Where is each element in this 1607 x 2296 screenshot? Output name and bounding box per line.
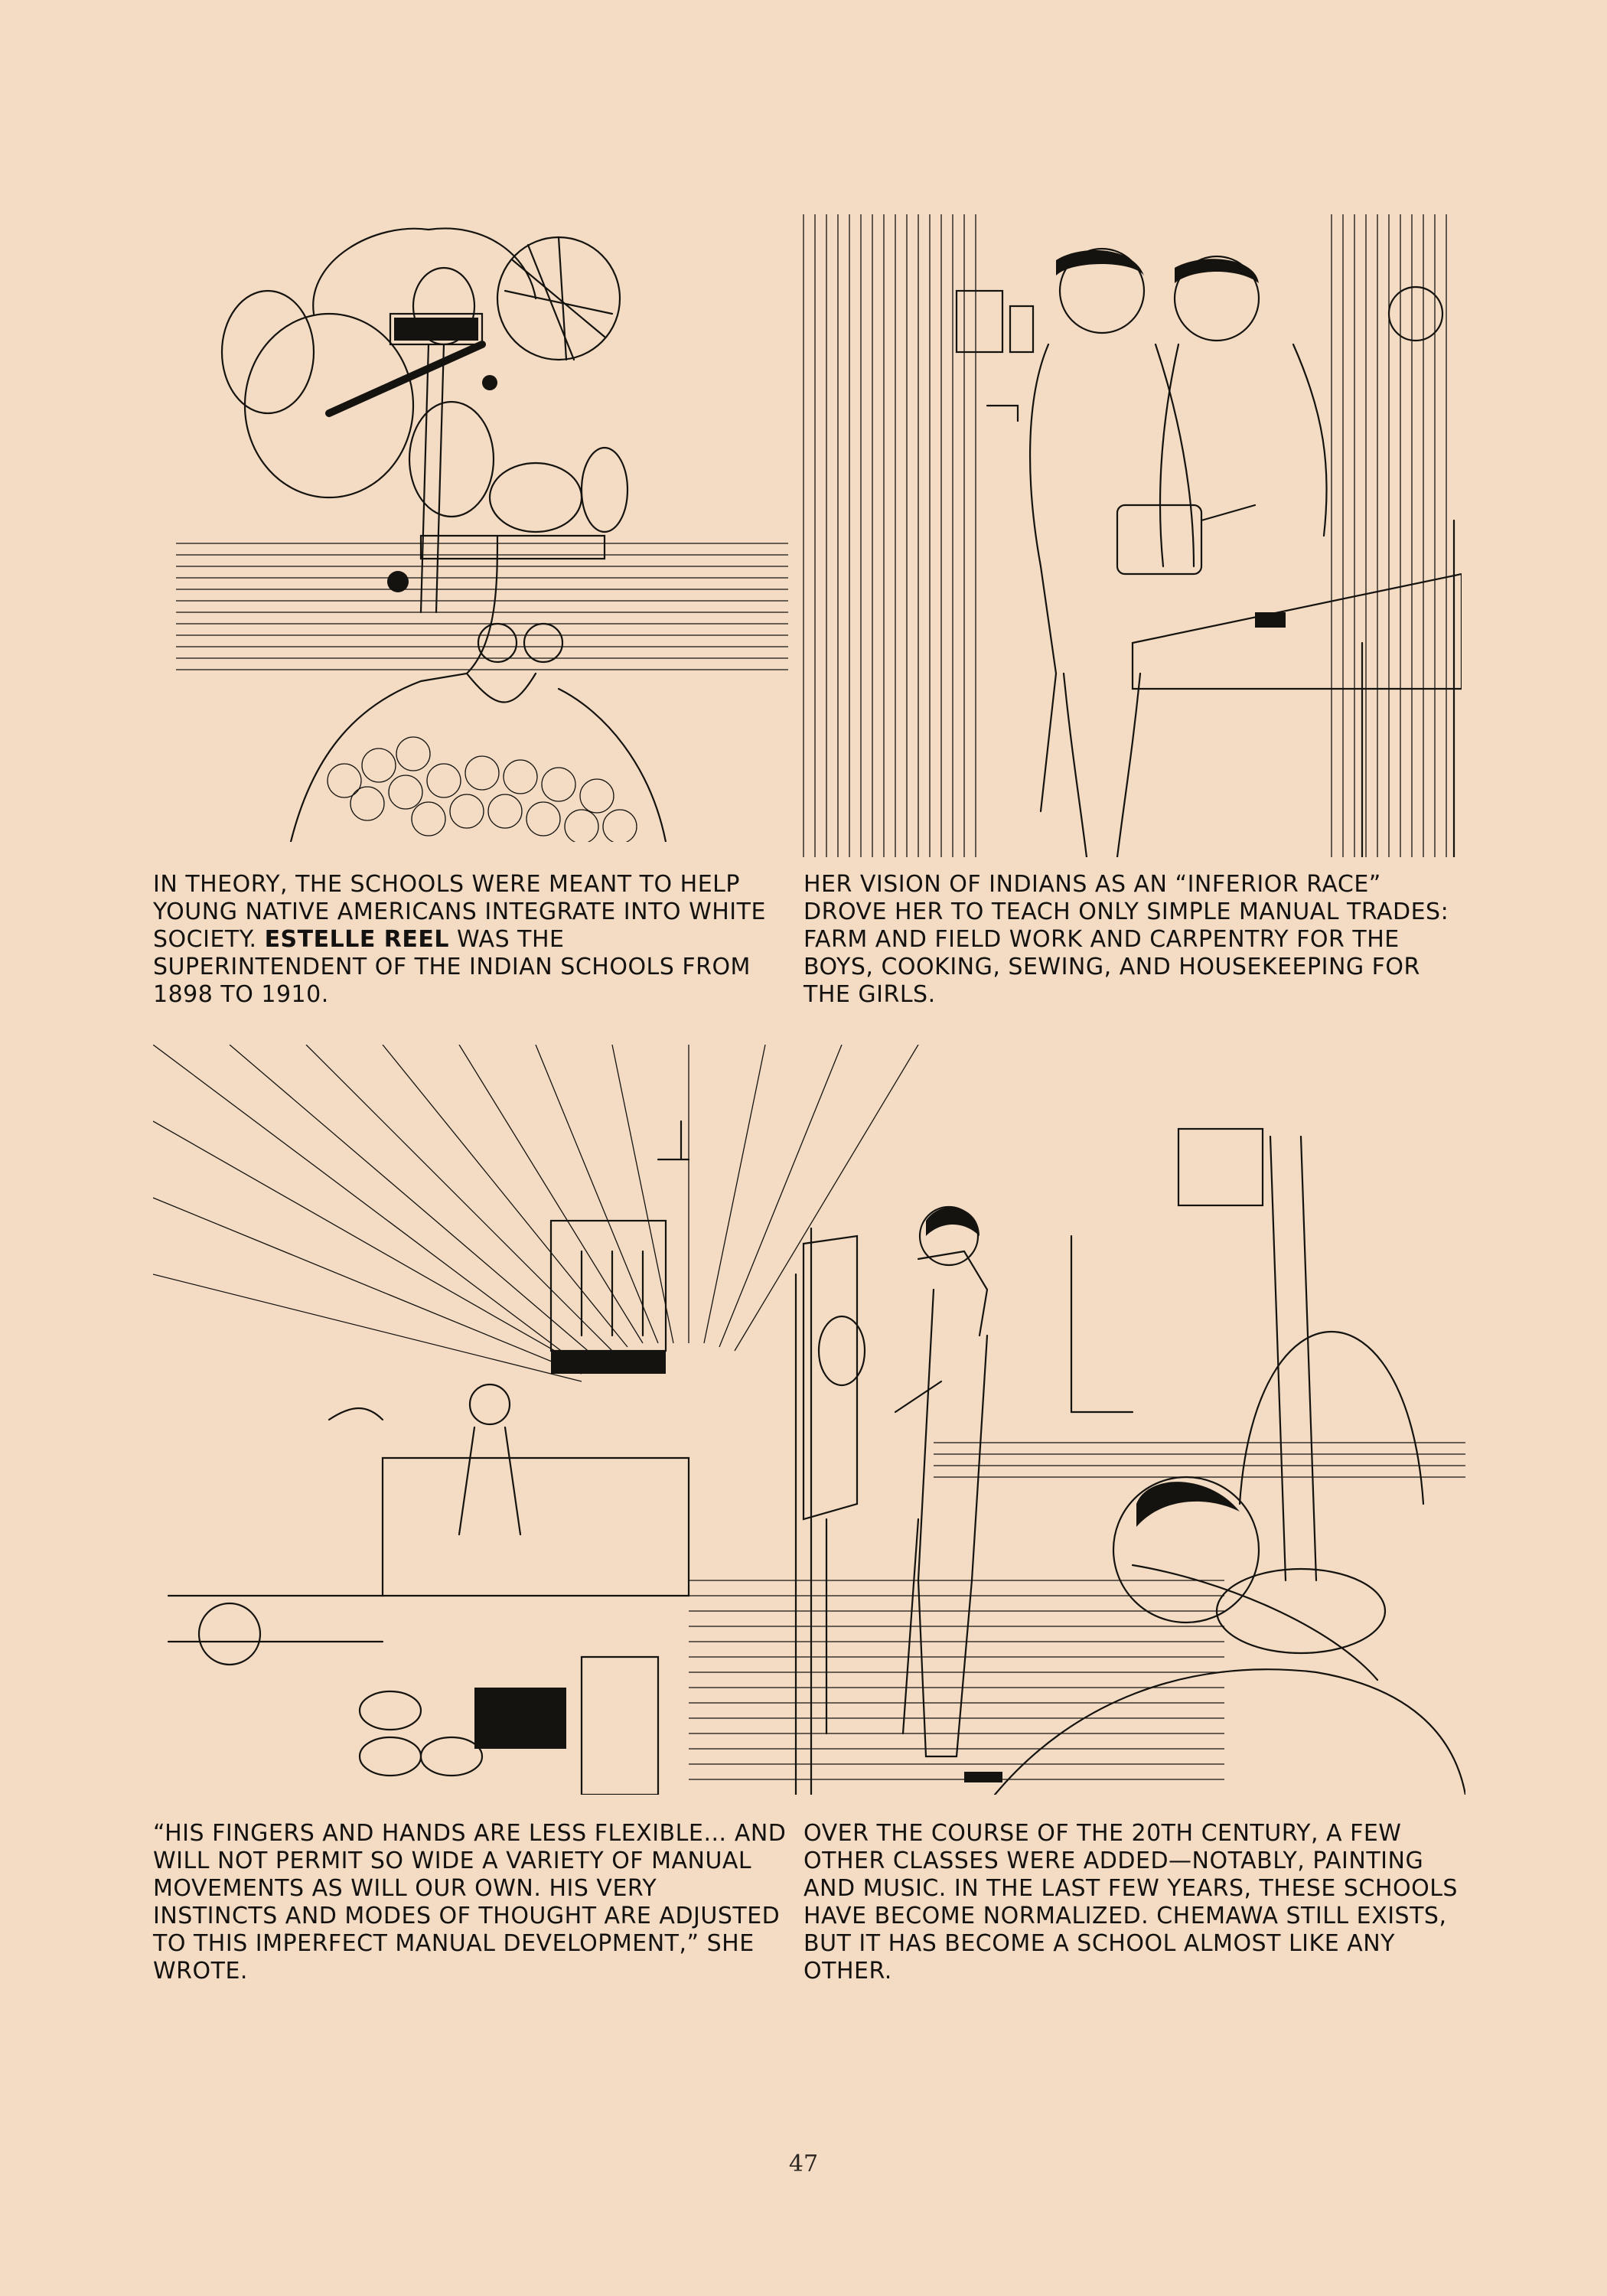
panel-kitchen-drawing — [796, 214, 1462, 857]
caption-estelle-reel — [153, 871, 773, 1009]
caption-inferior-race: HER VISION OF INDIANS AS AN “INFERIOR RACE” DROVE HER TO TEACH ONLY SIMPLE MANUAL TRADES: FARM AND FIELD WORK AND CARPENTRY FOR THE BOYS, COOKING, SEWING, AND HOUSEKEEPING FOR THE GIRLS. — [804, 871, 1449, 1008]
caption-chemawa: OVER THE COURSE OF THE 20TH CENTURY, A FEW OTHER CLASSES WERE ADDED—NOTABLY, PAINTING AND MUSIC. IN THE LAST FEW YEARS, THESE SCHOOLS HAVE BECOME NORMALIZED. CHEMAWA STILL EXISTS, BUT IT HAS BECOME A SCHOOL ALMOST LIKE ANY OTHER. — [804, 1820, 1458, 1985]
caption-estelle-reel-text-a: IN THEORY, THE SCHOOLS WERE MEANT TO HELP YOUNG NATIVE AMERICANS INTEGRATE INTO WHITE SOCIETY. — [153, 871, 766, 953]
page-number: 47 — [788, 2151, 819, 2177]
panel-classes-workshop-drawing — [153, 1045, 1465, 1795]
panel-kitchen — [796, 214, 1462, 857]
panel-estelle-reel-drawing — [176, 214, 788, 842]
estelle-reel-name: ESTELLE REEL — [264, 926, 449, 953]
panel-estelle-reel — [176, 214, 788, 842]
caption-estelle-reel-text-b: WAS THE SUPERINTENDENT OF THE INDIAN SCHOOLS FROM 1898 TO 1910. — [153, 926, 751, 1008]
panel-classes-workshop — [153, 1045, 1465, 1795]
caption-quote-reel: “HIS FINGERS AND HANDS ARE LESS FLEXIBLE… AND WILL NOT PERMIT SO WIDE A VARIETY OF MANUAL MOVEMENTS AS WILL OUR OWN. HIS VERY INSTINCTS AND MODES OF THOUGHT ARE ADJUSTED TO THIS IMPERFECT MANUAL DEVELOPMENT,” SHE WROTE. — [153, 1820, 787, 1985]
